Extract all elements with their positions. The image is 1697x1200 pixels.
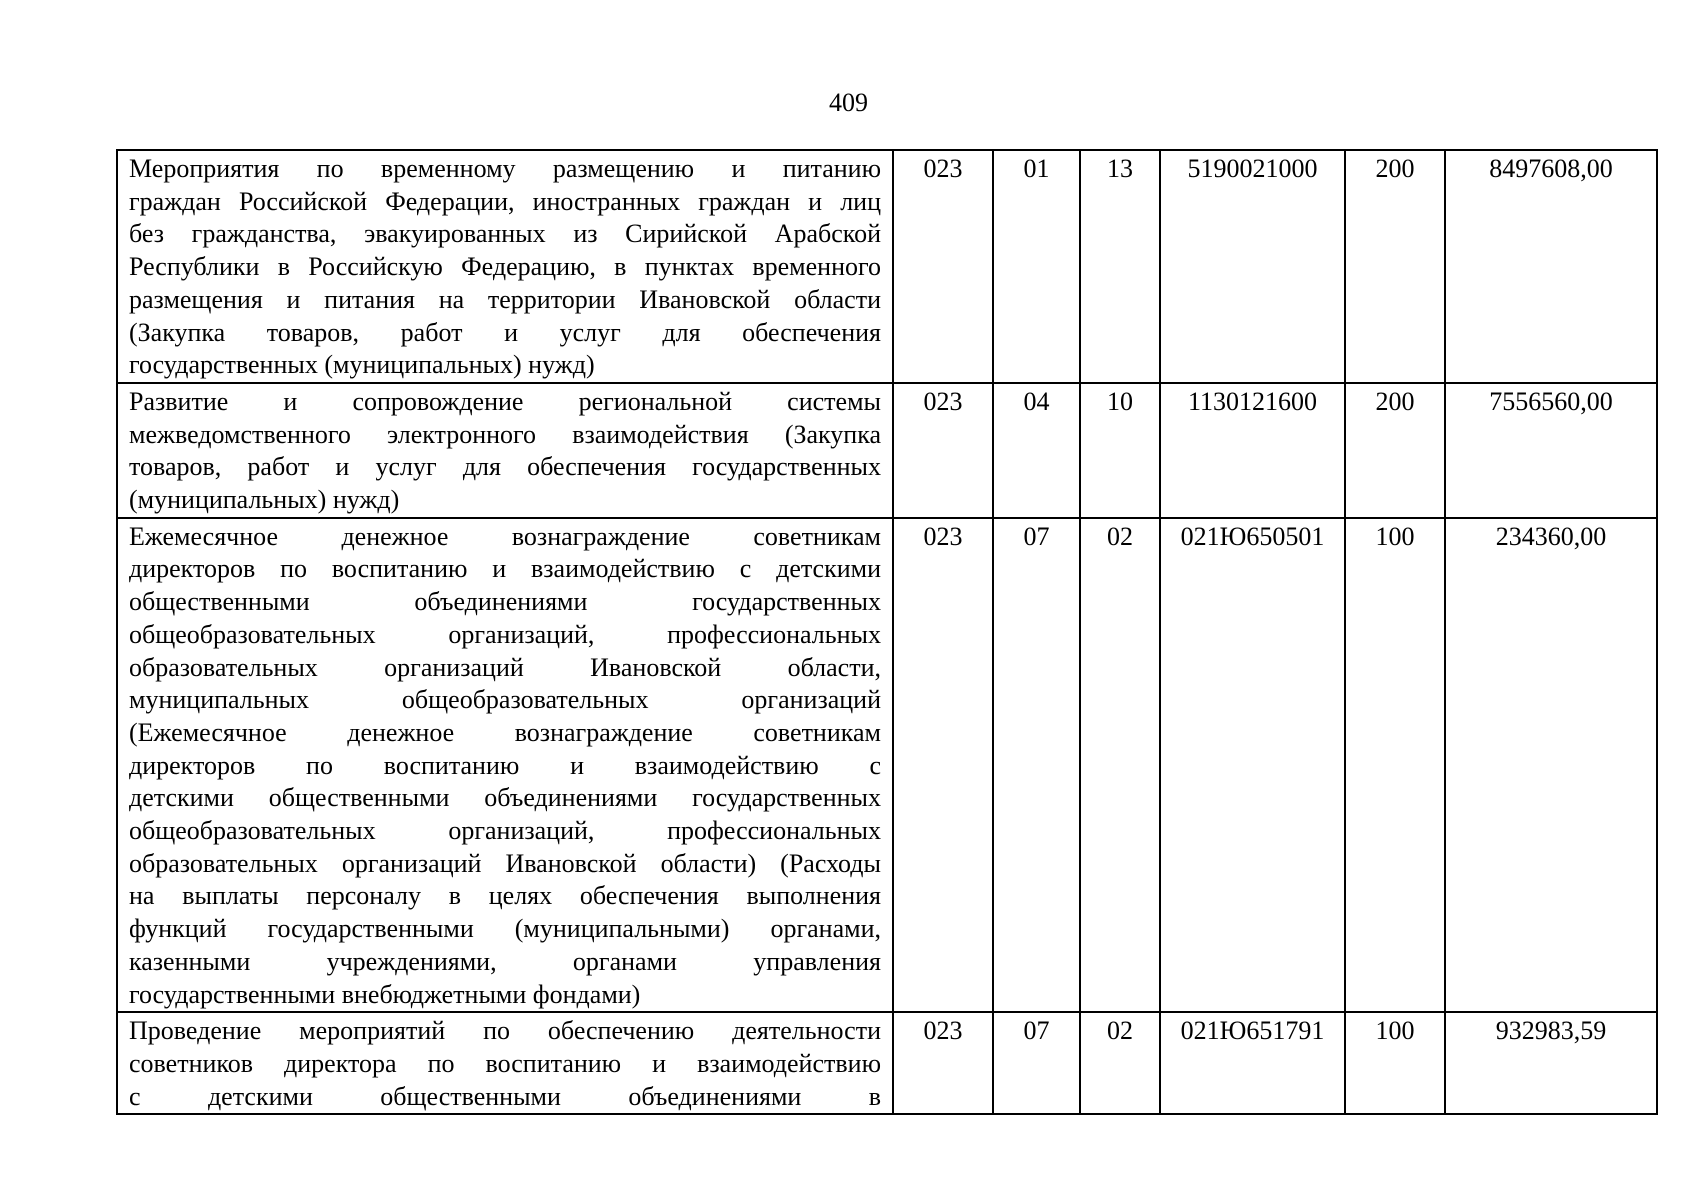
description-line: детскими общественными объединениями государственных [129, 783, 881, 813]
description-line: общественными объединениями государственных [129, 587, 881, 617]
row-description [117, 518, 893, 1013]
table-row [117, 150, 1657, 383]
description-line: на выплаты персоналу в целях обеспечения выполнения [129, 881, 881, 911]
description-line: Проведение мероприятий по обеспечению деятельности [129, 1016, 881, 1046]
description-line: функций государственными (муниципальными) органами, [129, 914, 881, 944]
description-line: Мероприятия по временному размещению и питанию [129, 154, 881, 183]
table-row [117, 1012, 1657, 1114]
description-line: государственных (муниципальных) нужд) [129, 350, 595, 380]
expense-type-code: 200 [1345, 383, 1445, 518]
section-code: 07 [993, 518, 1080, 1013]
section-code: 07 [993, 1012, 1080, 1114]
subsection-code: 02 [1080, 1012, 1160, 1114]
ministry-code: 023 [893, 1012, 993, 1114]
subsection-code: 10 [1080, 383, 1160, 518]
row-description [117, 383, 893, 518]
description-line: (Закупка товаров, работ и услуг для обеспечения [129, 317, 881, 347]
description-line: граждан Российской Федерации, иностранных граждан и лиц [129, 186, 881, 216]
ministry-code: 023 [893, 150, 993, 383]
expense-type-code: 100 [1345, 1012, 1445, 1114]
amount: 7556560,00 [1445, 383, 1657, 518]
target-article-code: 021Ю651791 [1160, 1012, 1345, 1114]
description-line: советников директора по воспитанию и взаимодействию [129, 1048, 881, 1078]
amount: 932983,59 [1445, 1012, 1657, 1114]
target-article-code: 1130121600 [1160, 383, 1345, 518]
section-code: 04 [993, 383, 1080, 518]
subsection-code: 02 [1080, 518, 1160, 1013]
amount: 234360,00 [1445, 518, 1657, 1013]
description-line: директоров по воспитанию и взаимодействию с [129, 750, 881, 780]
page-number: 409 [829, 88, 868, 117]
amount: 8497608,00 [1445, 150, 1657, 383]
budget-table [116, 149, 1658, 1115]
description-line: образовательных организаций Ивановской области) (Расходы [129, 848, 881, 878]
ministry-code: 023 [893, 383, 993, 518]
description-line: казенными учреждениями, органами управления [129, 946, 881, 976]
row-description [117, 1012, 893, 1114]
description-line: товаров, работ и услуг для обеспечения государственных [129, 452, 881, 482]
subsection-code: 13 [1080, 150, 1160, 383]
target-article-code: 021Ю650501 [1160, 518, 1345, 1013]
expense-type-code: 100 [1345, 518, 1445, 1013]
description-line: государственными внебюджетными фондами) [129, 979, 641, 1009]
row-description [117, 150, 893, 383]
description-line: Развитие и сопровождение региональной системы [129, 386, 881, 416]
description-line: Ежемесячное денежное вознаграждение советникам [129, 521, 881, 551]
description-line: размещения и питания на территории Ивановской области [129, 284, 881, 314]
description-line: образовательных организаций Ивановской области, [129, 652, 881, 682]
description-line: директоров по воспитанию и взаимодействию с детскими [129, 554, 881, 584]
target-article-code: 5190021000 [1160, 150, 1345, 383]
ministry-code: 023 [893, 518, 993, 1013]
description-line: муниципальных общеобразовательных организаций [129, 685, 881, 715]
section-code: 01 [993, 150, 1080, 383]
description-line: (Ежемесячное денежное вознаграждение советникам [129, 717, 881, 747]
table-row [117, 383, 1657, 518]
description-line: общеобразовательных организаций, профессиональных [129, 816, 881, 846]
description-line: Республики в Российскую Федерацию, в пунктах временного [129, 252, 881, 282]
expense-type-code: 200 [1345, 150, 1445, 383]
table-body [117, 150, 1657, 1114]
description-line: без гражданства, эвакуированных из Сирийской Арабской [129, 219, 881, 249]
description-line: общеобразовательных организаций, профессиональных [129, 619, 881, 649]
description-line: (муниципальных) нужд) [129, 485, 400, 515]
table-row [117, 518, 1657, 1013]
description-line: с детскими общественными объединениями в [129, 1081, 881, 1111]
description-line: межведомственного электронного взаимодействия (Закупка [129, 419, 881, 449]
